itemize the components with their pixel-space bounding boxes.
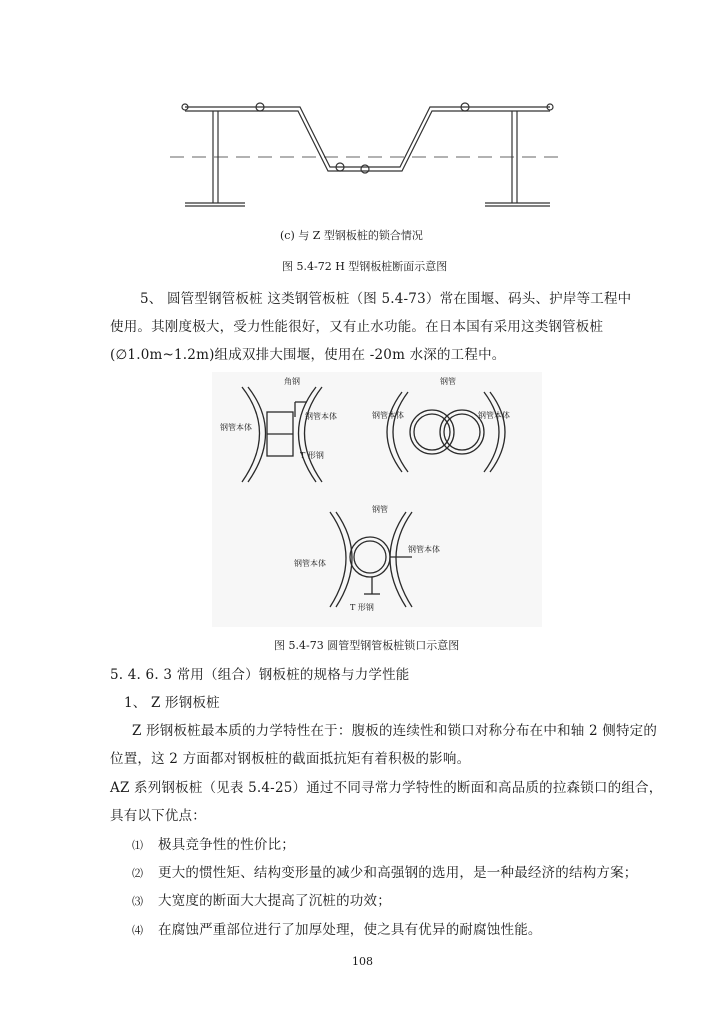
list-text: 极具竞争性的性价比； bbox=[158, 837, 295, 853]
paragraph-line: 具有以下优点： bbox=[110, 808, 206, 824]
list-number: ⑴ bbox=[132, 839, 144, 852]
figure-subcaption: (c) 与 Z 型钢板桩的锁合情况 bbox=[280, 229, 423, 242]
paragraph-line: 位置，这 2 方面都对钢板桩的截面抵抗矩有着积极的影响。 bbox=[110, 751, 471, 767]
list-number: ⑷ bbox=[132, 924, 144, 937]
label-pipe-body: 钢管本体 bbox=[372, 411, 404, 420]
list-number: ⑵ bbox=[132, 867, 144, 880]
list-item bbox=[132, 861, 638, 881]
subsection-heading: 1、 Z 形钢板桩 bbox=[124, 695, 220, 711]
list-number: ⑶ bbox=[132, 895, 144, 908]
label-tee-steel: T 形钢 bbox=[300, 451, 324, 460]
label-pipe-body: 钢管本体 bbox=[294, 559, 326, 568]
label-pipe: 钢管 bbox=[372, 505, 388, 514]
h-pile-section-drawing bbox=[165, 95, 565, 215]
figure-caption: 图 5.4-72 H 型钢板桩断面示意图 bbox=[282, 260, 448, 273]
label-pipe-body: 钢管本体 bbox=[305, 412, 337, 421]
figure-caption: 图 5.4-73 圆管型钢管板桩锁口示意图 bbox=[274, 639, 460, 652]
pipe-interlock-diagram bbox=[212, 372, 542, 627]
paragraph-line: 使用。其刚度极大，受力性能很好，又有止水功能。在日本国有采用这类钢管板桩 bbox=[110, 319, 604, 335]
label-pipe-body: 钢管本体 bbox=[220, 423, 252, 432]
list-item bbox=[132, 918, 542, 938]
label-pipe-body: 钢管本体 bbox=[408, 545, 440, 554]
list-item bbox=[132, 833, 295, 853]
list-text: 大宽度的断面大大提高了沉桩的功效； bbox=[158, 893, 391, 909]
label-pipe-body: 钢管本体 bbox=[478, 411, 510, 420]
section-heading: 5. 4. 6. 3 常用（组合）钢板桩的规格与力学性能 bbox=[110, 667, 410, 683]
label-tee-steel: T 形钢 bbox=[350, 603, 374, 612]
label-angle-steel: 角钢 bbox=[284, 377, 300, 386]
paragraph-line: (∅1.0m~1.2m)组成双排大围堰，使用在 -20m 水深的工程中。 bbox=[110, 347, 506, 363]
page-number: 108 bbox=[352, 955, 373, 968]
paragraph-line: Z 形钢板桩最本质的力学特性在于：腹板的连续性和锁口对称分布在中和轴 2 侧特定的 bbox=[132, 723, 658, 739]
paragraph-line: AZ 系列钢板桩（见表 5.4-25）通过不同寻常力学特性的断面和高品质的拉森锁口的组合， bbox=[110, 780, 663, 796]
paragraph-line: 5、 圆管型钢管板桩 这类钢管板桩（图 5.4-73）常在围堰、码头、护岸等工程中 bbox=[140, 291, 632, 307]
label-pipe: 钢管 bbox=[440, 377, 456, 386]
list-item bbox=[132, 889, 391, 909]
list-text: 在腐蚀严重部位进行了加厚处理，使之具有优异的耐腐蚀性能。 bbox=[158, 922, 542, 938]
list-text: 更大的惯性矩、结构变形量的减少和高强钢的选用，是一种最经济的结构方案； bbox=[158, 865, 638, 881]
